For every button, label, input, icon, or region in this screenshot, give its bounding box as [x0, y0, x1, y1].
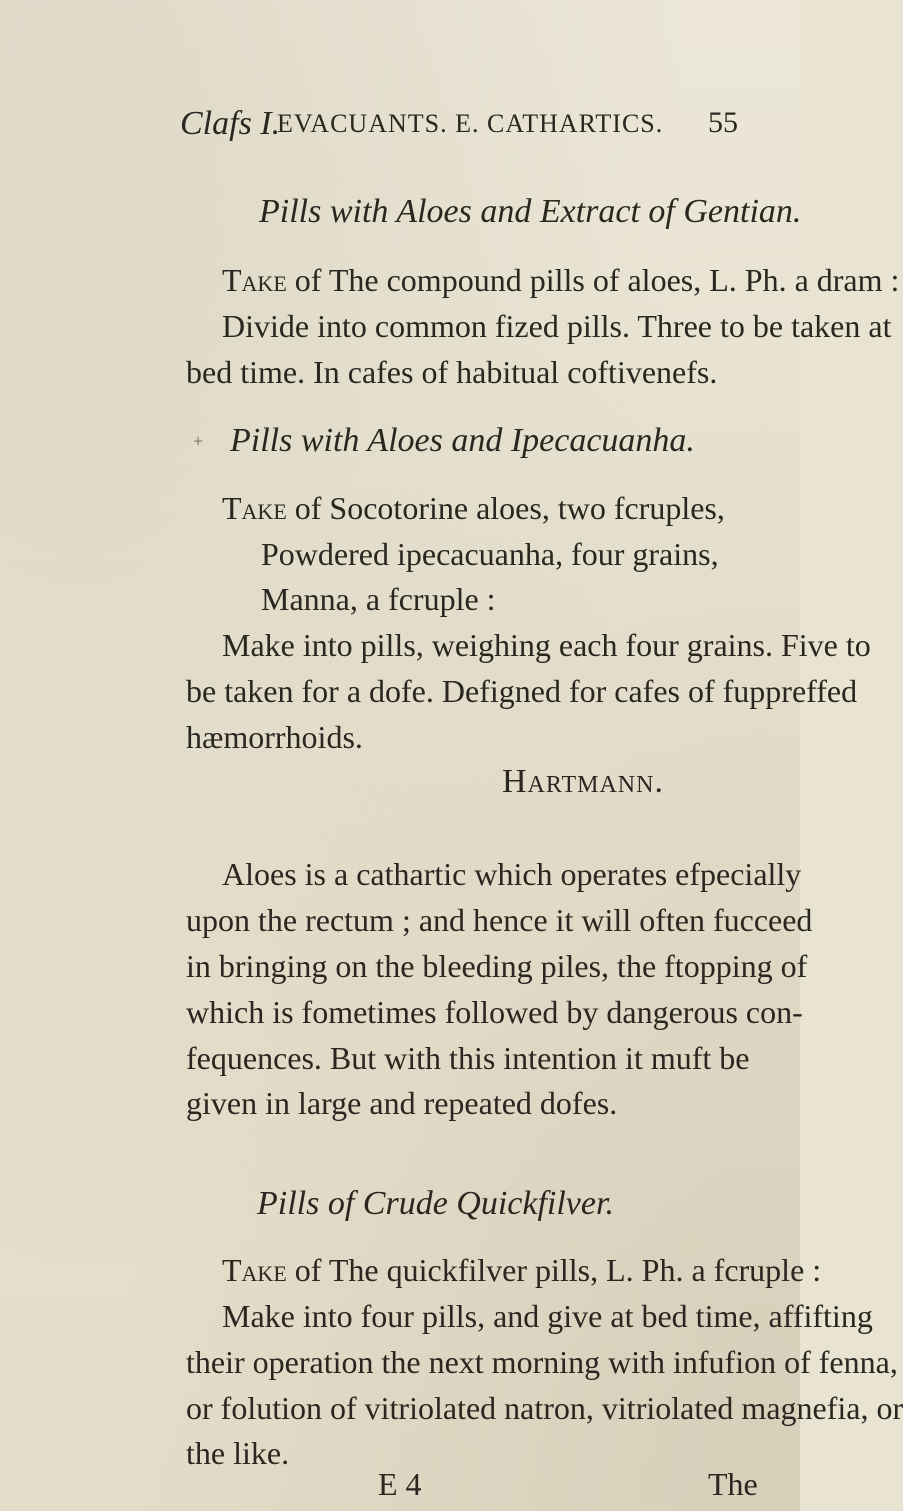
paragraph-line-2: upon the rectum ; and hence it will often fucceed — [186, 902, 813, 938]
section-4-line-2: Make into four pills, and give at bed time, affifting — [222, 1298, 873, 1334]
section-2-line-5: be taken for a dofe. Defigned for cafes of fuppreffed — [186, 673, 858, 709]
line-text: of The compound pills of aloes, L. Ph. a dram : — [286, 262, 900, 298]
paragraph-line-1: Aloes is a cathartic which operates efpecially — [222, 856, 802, 892]
signature-mark: E 4 — [378, 1466, 422, 1502]
section-2-heading: Pills with Aloes and Ipecacuanha. — [230, 422, 695, 459]
take-lead: Take — [222, 1252, 287, 1288]
section-1-heading: Pills with Aloes and Extract of Gentian. — [259, 193, 802, 230]
paragraph-line-6: given in large and repeated dofes. — [186, 1085, 618, 1121]
page-header-class: Clafs I. — [180, 105, 281, 142]
section-4-line-3: their operation the next morning with infufion of fenna, — [186, 1344, 898, 1380]
paragraph-line-4: which is fometimes followed by dangerous con- — [186, 994, 803, 1030]
line-text: of The quickfilver pills, L. Ph. a fcruple : — [286, 1252, 822, 1288]
section-1-line-3: bed time. In cafes of habitual coftivenefs. — [186, 354, 718, 390]
section-2-line-3: Manna, a fcruple : — [261, 581, 496, 617]
section-4-line-1 — [222, 1254, 821, 1286]
paragraph-line-3: in bringing on the bleeding piles, the ftopping of — [186, 948, 808, 984]
section-2-line-2: Powdered ipecacuanha, four grains, — [261, 536, 719, 572]
section-1-line-1 — [222, 264, 899, 296]
paragraph-line-5: fequences. But with this intention it muft be — [186, 1040, 750, 1076]
section-2-line-4: Make into pills, weighing each four grains. Five to — [222, 627, 871, 663]
section-4-line-4: or folution of vitriolated natron, vitriolated magnefia, or — [186, 1390, 903, 1426]
take-lead: Take — [222, 490, 287, 526]
section-2-line-6: hæmorrhoids. — [186, 719, 363, 755]
margin-mark: + — [193, 431, 204, 451]
signature-hartmann: Hartmann. — [502, 763, 664, 800]
page-header-title: EVACUANTS. E. CATHARTICS. — [277, 109, 664, 138]
section-4-heading: Pills of Crude Quickfilver. — [257, 1185, 614, 1222]
catchword: The — [708, 1466, 758, 1502]
line-text: of Socotorine aloes, two fcruples, — [286, 490, 725, 526]
section-4-line-5: the like. — [186, 1435, 290, 1471]
take-lead: Take — [222, 262, 287, 298]
page-number: 55 — [708, 106, 738, 139]
section-2-line-1 — [222, 492, 725, 524]
section-1-line-2: Divide into common fized pills. Three to be taken at — [222, 308, 892, 344]
